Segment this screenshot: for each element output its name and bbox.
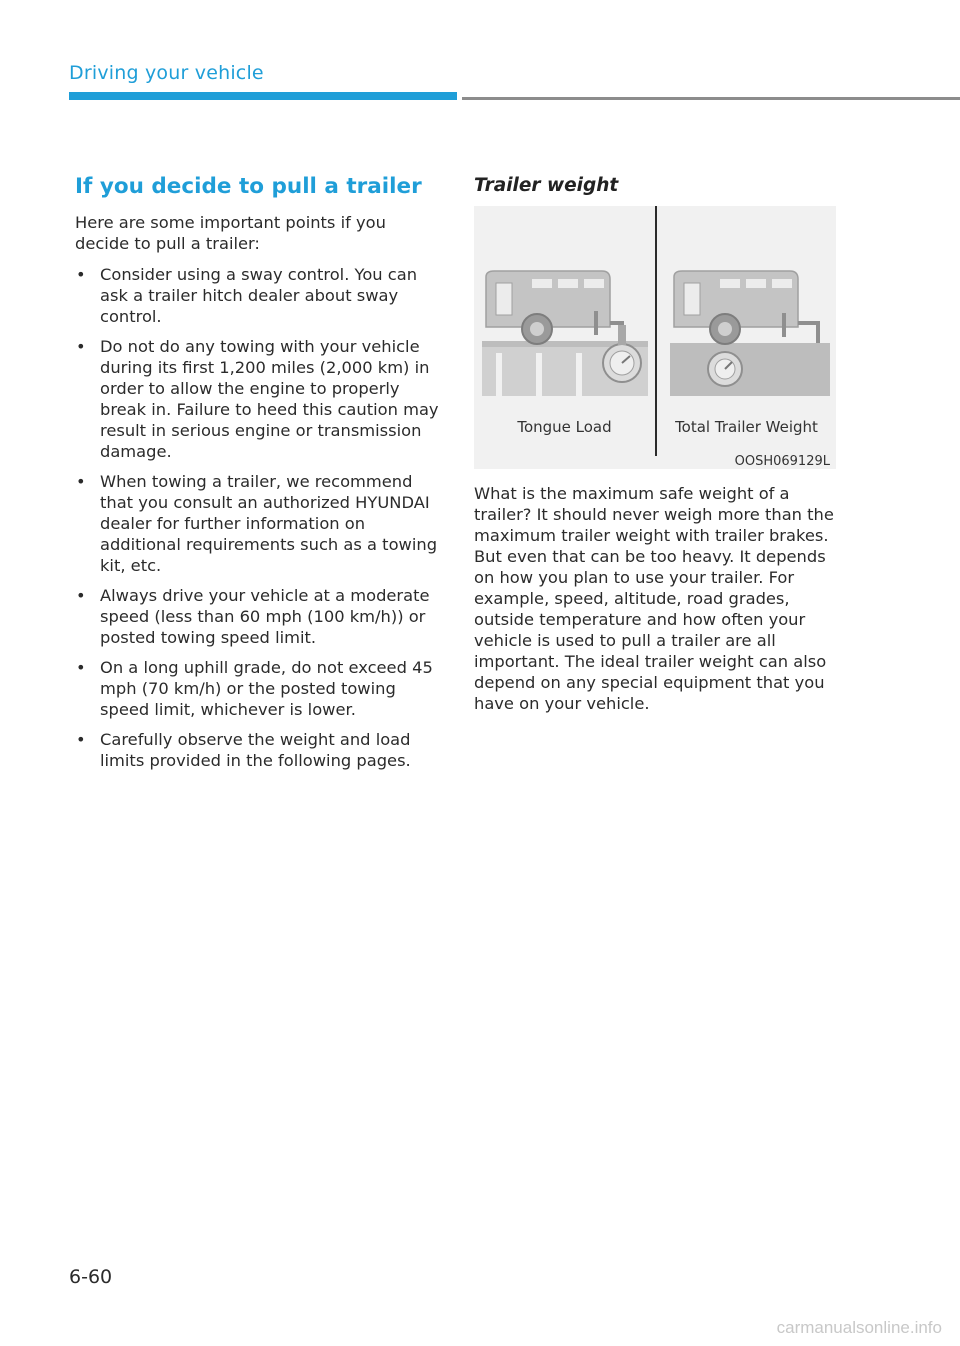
bullet-icon: •	[76, 265, 86, 284]
trailer-weight-figure	[474, 206, 836, 469]
section-title: Driving your vehicle	[69, 62, 264, 84]
left-column	[75, 172, 445, 780]
list-item: • Do not do any towing with your vehicle during its first 1,200 miles (2,000 km) in order to allow the engine to properly break in. Failure to heed this caution may result in serious engine or transmission damage.	[76, 337, 439, 461]
bullet-icon: •	[76, 586, 86, 605]
list-item: • When towing a trailer, we recommend that you consult an authorized HYUNDAI dealer for further information on additional requirements such as a towing kit, etc.	[76, 472, 438, 575]
bullet-icon: •	[76, 730, 86, 749]
list-item: • Consider using a sway control. You can ask a trailer hitch dealer about sway control.	[76, 265, 418, 326]
list-item: • Carefully observe the weight and load limits provided in the following pages.	[76, 730, 411, 770]
trailer-weight-heading: Trailer weight	[474, 175, 619, 196]
page-number: 6-60	[69, 1266, 113, 1288]
bullet-icon: •	[76, 658, 86, 677]
header-rule-gray	[462, 97, 960, 100]
tongue-load-label: Tongue Load	[517, 418, 612, 436]
total-weight-illustration	[670, 261, 830, 396]
intro-paragraph: Here are some important points if you decide to pull a trailer:	[75, 213, 386, 253]
right-column	[474, 172, 836, 714]
figure-code: OOSH069129L	[734, 454, 830, 469]
trailer-weight-paragraph: What is the maximum safe weight of a trailer? It should never weigh more than the maximum trailer weight with trailer brakes. But even that can be too heavy. It depends on how you plan to use your trailer. For example, speed, altitude, road grades, outside temperature and how often your vehicle is used to pull a trailer are all important. The ideal trailer weight can also depend on any special equipment that you have on your vehicle.	[474, 484, 834, 713]
total-weight-label: Total Trailer Weight	[675, 418, 818, 436]
bullet-icon: •	[76, 337, 86, 356]
bullet-list	[75, 264, 445, 771]
watermark: carmanualsonline.info	[776, 1318, 942, 1337]
list-item: • On a long uphill grade, do not exceed 45 mph (70 km/h) or the posted towing speed limit, whichever is lower.	[76, 658, 433, 719]
trailer-heading: If you decide to pull a trailer	[75, 174, 422, 199]
header-rule-accent	[69, 92, 457, 100]
list-item: • Always drive your vehicle at a moderate speed (less than 60 mph (100 km/h)) or posted towing speed limit.	[76, 586, 430, 647]
tongue-load-illustration	[482, 261, 648, 396]
bullet-icon: •	[76, 472, 86, 491]
